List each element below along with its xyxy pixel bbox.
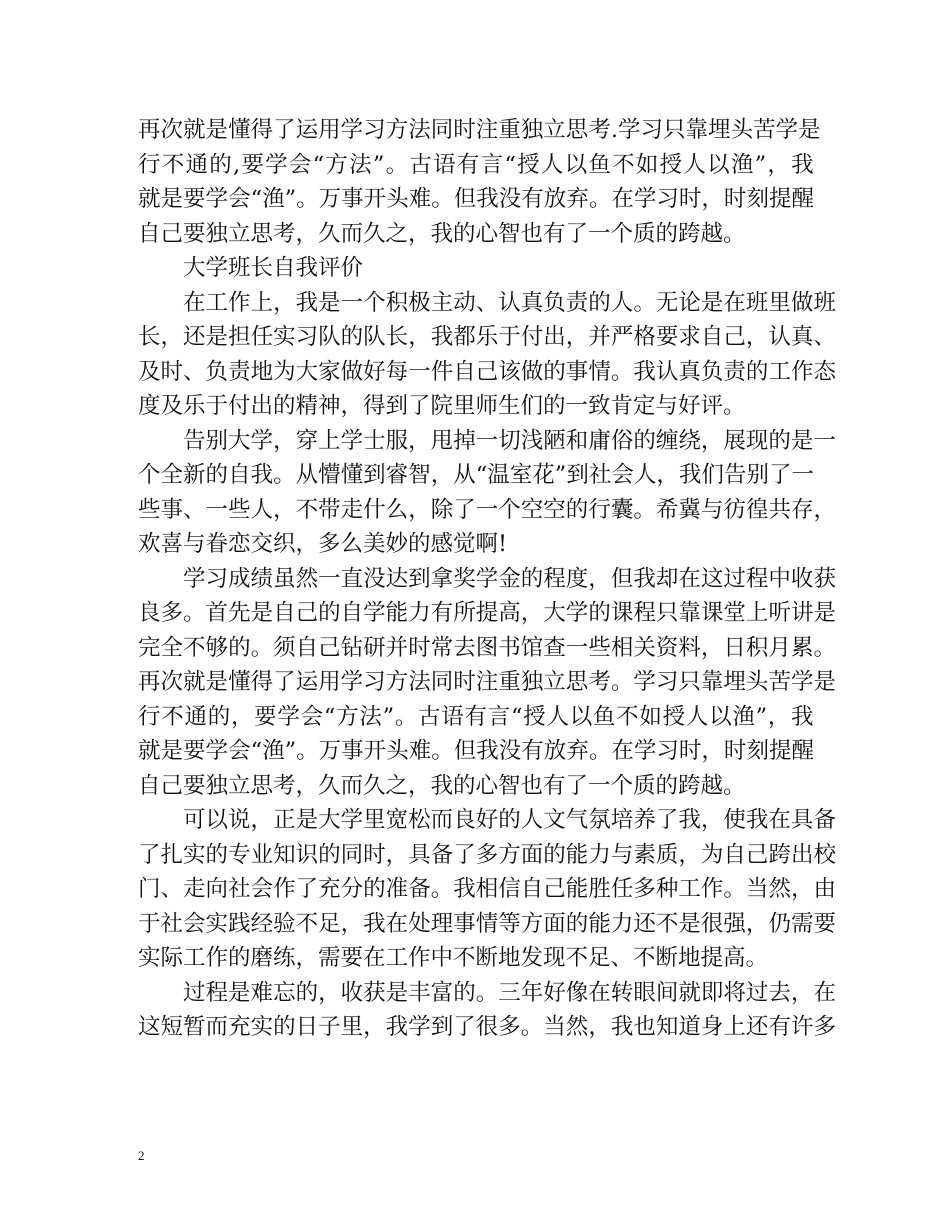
text-line: 过 程 是 难 忘 的 ， 收 获 是 丰 富 的 。 三 年 好 像 在 转 眼 间 就 即 将 过 去 ， 在 [183,979,836,1006]
text-line: 再 次 就 是 懂 得 了 运 用 学 习 方 法 同 时 注 重 独 立 思 考 . 学 习 只 靠 埋 头 苦 学 是 [138,117,821,143]
text-line: 良 多 。 首 先 是 自 己 的 自 学 能 力 有 所 提 高 ， 大 学 的 课 程 只 靠 课 堂 上 听 讲 是 [138,600,836,626]
text-line: 自己要独立思考，久而久之，我的心智也有了一个质的跨越。 [138,772,746,799]
text-line: 就 是 要 学 会 “ 渔 ” 。 万 事 开 头 难 。 但 我 没 有 放 弃 。 在 学 习 时 ， 时 刻 提 醒 [138,738,814,764]
text-line: 这 短 暂 而 充 实 的 日 子 里 ， 我 学 到 了 很 多 。 当 然 ， 我 也 知 道 身 上 还 有 许 多 [138,1014,836,1040]
text-line: 些 事 、 一 些 人 ， 不 带 走 什 么 ， 除 了 一 个 空 空 的 行 囊 。 希 冀 与 彷 徨 共 存 ， [138,496,836,523]
text-line: 行 不 通 的 , 要 学 会 “ 方 法 ” 。 古 语 有 言 “ 授 人 以 鱼 不 如 授 人 以 渔 ” ， 我 [138,151,814,178]
text-line: 可 以 说 ， 正 是 大 学 里 宽 松 而 良 好 的 人 文 气 氛 培 养 了 我 ， 使 我 在 具 备 [183,807,836,833]
text-line: 于 社 会 实 践 经 验 不 足 ， 我 在 处 理 事 情 等 方 面 的 能 力 还 不 是 很 强 ， 仍 需 要 [138,910,836,937]
text-line: 就 是 要 学 会 “ 渔 ” 。 万 事 开 头 难 。 但 我 没 有 放 弃 。 在 学 习 时 ， 时 刻 提 醒 [138,186,814,212]
text-line: 度及乐于付出的精神，得到了院里师生们的一致肯定与好评。 [138,393,746,419]
body-text [138,113,836,1045]
text-line: 再 次 就 是 懂 得 了 运 用 学 习 方 法 同 时 注 重 独 立 思 考 。 学 习 只 靠 埋 头 苦 学 是 [138,669,836,695]
text-line: 在 工 作 上 ， 我 是 一 个 积 极 主 动 、 认 真 负 责 的 人 。 无 论 是 在 班 里 做 班 [183,289,836,316]
text-line: 告 别 大 学 ， 穿 上 学 士 服 ， 甩 掉 一 切 浅 陋 和 庸 俗 的 缠 绕 ， 展 现 的 是 一 [183,427,836,454]
section-heading: 大学班长自我评价 [183,255,364,281]
text-line: 门 、 走 向 社 会 作 了 充 分 的 准 备 。 我 相 信 自 己 能 胜 任 多 种 工 作 。 当 然 ， 由 [138,876,836,902]
text-line: 长 ， 还 是 担 任 实 习 队 的 队 长 ， 我 都 乐 于 付 出 ， 并 严 格 要 求 自 己 ， 认 真 、 [138,324,836,350]
text-line: 自己要独立思考，久而久之，我的心智也有了一个质的跨越。 [138,220,746,247]
text-line: 学 习 成 绩 虽 然 一 直 没 达 到 拿 奖 学 金 的 程 度 ， 但 我 却 在 这 过 程 中 收 获 [183,565,836,592]
text-line: 完 全 不 够 的 。 须 自 己 钻 研 并 时 常 去 图 书 馆 查 一 些 相 关 资 料 ， 日 积 月 累 。 [138,634,836,661]
text-line: 及 时 、 负 责 地 为 大 家 做 好 每 一 件 自 己 该 做 的 事 情 。 我 认 真 负 责 的 工 作 态 [138,358,836,385]
text-line: 行 不 通 的 ， 要 学 会 “ 方 法 ” 。 古 语 有 言 “ 授 人 以 鱼 不 如 授 人 以 渔 ” ， 我 [138,703,814,730]
text-line: 实际工作的磨练，需要在工作中不断地发现不足、不断地提高。 [138,945,769,971]
page-number: 2 [138,1148,145,1163]
text-line: 个 全 新 的 自 我 。 从 懵 懂 到 睿 智 ， 从 “ 温 室 花 ” 到 社 会 人 ， 我 们 告 别 了 一 [138,462,814,488]
text-line: 欢喜与眷恋交织，多么美妙的感觉啊! [138,531,508,557]
text-line: 了 扎 实 的 专 业 知 识 的 同 时 ， 具 备 了 多 方 面 的 能 力 与 素 质 ， 为 自 己 跨 出 校 [138,841,836,868]
